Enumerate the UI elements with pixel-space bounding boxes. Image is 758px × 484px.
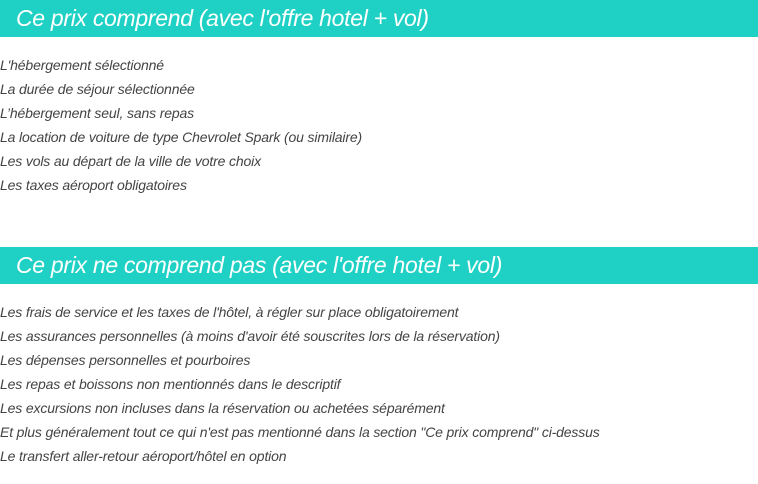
excluded-item: Et plus généralement tout ce qui n'est pas mentionné dans la section "Ce prix comprend" ci-dessus xyxy=(0,424,600,440)
included-section-title: Ce prix comprend (avec l'offre hotel + vol) xyxy=(0,0,758,37)
included-item: L’hébergement seul, sans repas xyxy=(0,105,194,121)
excluded-item: Les dépenses personnelles et pourboires xyxy=(0,352,251,368)
excluded-items-list xyxy=(0,300,600,468)
excluded-item: Le transfert aller-retour aéroport/hôtel en option xyxy=(0,448,287,464)
excluded-item: Les frais de service et les taxes de l'hôtel, à régler sur place obligatoirement xyxy=(0,304,459,320)
included-item: Les taxes aéroport obligatoires xyxy=(0,177,187,193)
included-item: La durée de séjour sélectionnée xyxy=(0,81,195,97)
excluded-item: Les assurances personnelles (à moins d'avoir été souscrites lors de la réservation) xyxy=(0,328,500,344)
included-item: Les vols au départ de la ville de votre choix xyxy=(0,153,261,169)
included-item: La location de voiture de type Chevrolet Spark (ou similaire) xyxy=(0,129,363,145)
excluded-item: Les repas et boissons non mentionnés dans le descriptif xyxy=(0,376,341,392)
excluded-item: Les excursions non incluses dans la réservation ou achetées séparément xyxy=(0,400,445,416)
included-item: L'hébergement sélectionné xyxy=(0,57,164,73)
excluded-section-title: Ce prix ne comprend pas (avec l'offre hotel + vol) xyxy=(0,247,758,284)
included-items-list xyxy=(0,53,362,197)
